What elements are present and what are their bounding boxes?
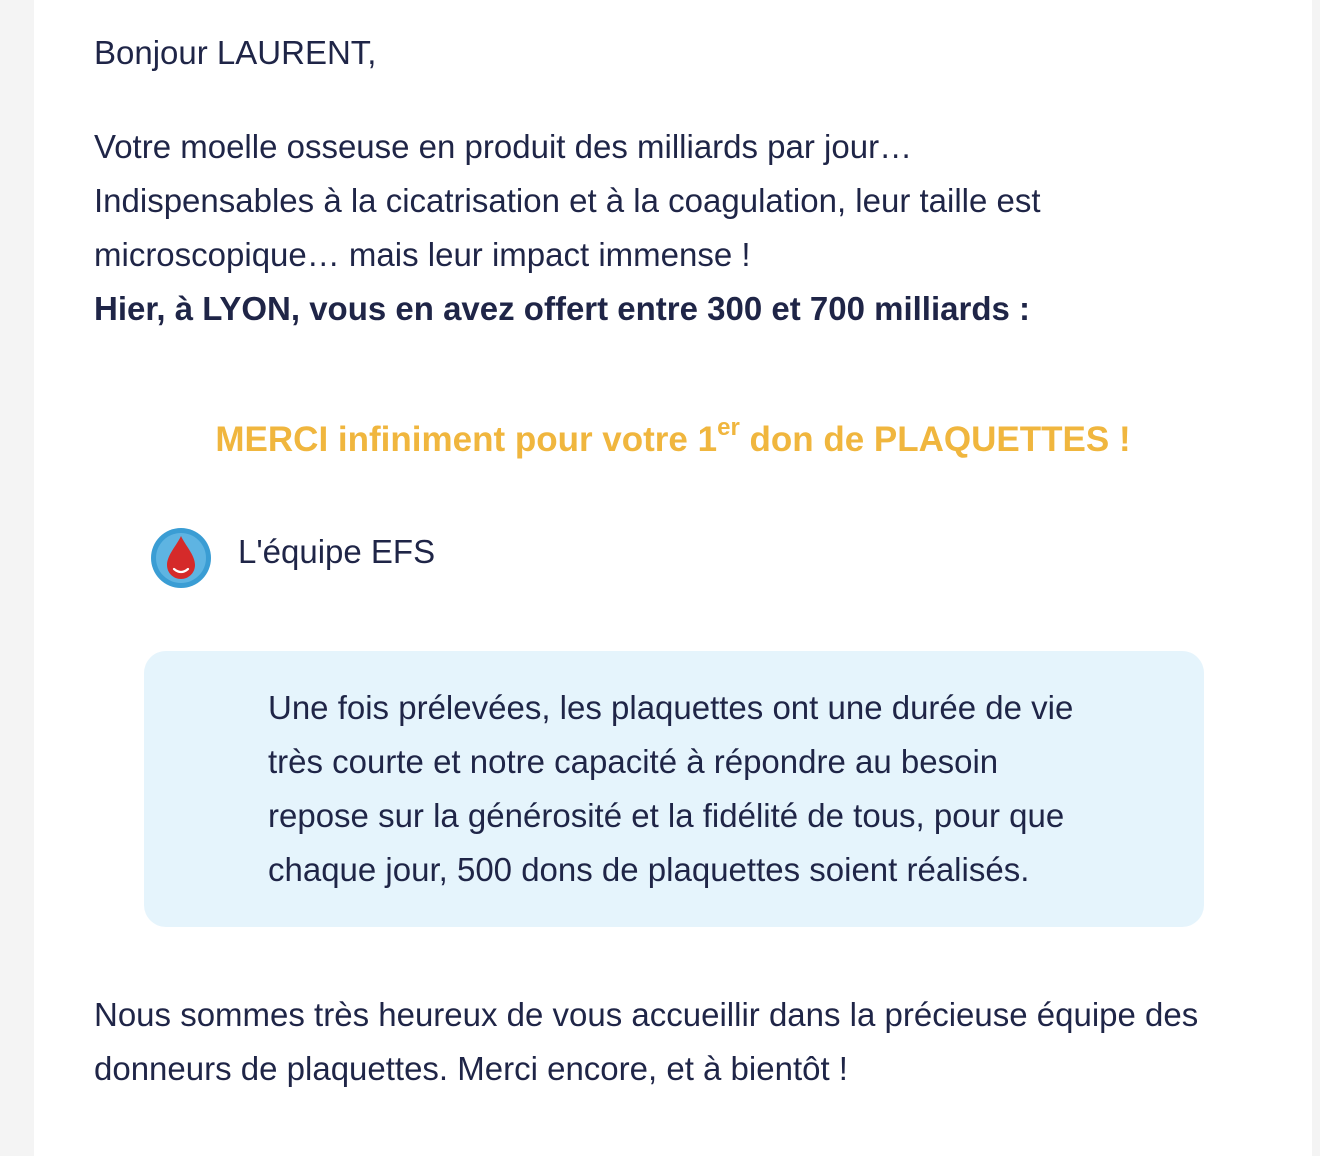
intro-line: microscopique… mais leur impact immense ! xyxy=(94,236,751,273)
closing-line: Nous sommes très heureux de vous accueillir dans la précieuse équipe des xyxy=(94,996,1199,1033)
info-line: repose sur la générosité et la fidélité de tous, pour que xyxy=(268,797,1065,834)
ordinal-suffix: er xyxy=(717,414,740,441)
info-line: Une fois prélevées, les plaquettes ont une durée de vie xyxy=(268,689,1074,726)
closing-line: donneurs de plaquettes. Merci encore, et à bientôt ! xyxy=(94,1050,848,1087)
thank-you-text: MERCI infiniment pour votre 1 xyxy=(215,420,718,459)
info-box xyxy=(144,651,1204,927)
thank-you-heading xyxy=(34,413,1312,467)
intro-paragraph xyxy=(94,120,1041,282)
info-line: chaque jour, 500 dons de plaquettes soient réalisés. xyxy=(268,851,1030,888)
thank-you-text-end: don de PLAQUETTES ! xyxy=(739,420,1131,459)
signature xyxy=(150,526,435,590)
closing-paragraph xyxy=(94,988,1198,1096)
greeting: Bonjour LAURENT, xyxy=(94,34,377,71)
intro-line: Indispensables à la cicatrisation et à la coagulation, leur taille est xyxy=(94,182,1041,219)
intro-line: Votre moelle osseuse en produit des milliards par jour… xyxy=(94,128,913,165)
info-text xyxy=(268,681,1073,897)
team-name: L'équipe EFS xyxy=(238,533,436,570)
donation-highlight: Hier, à LYON, vous en avez offert entre 300 et 700 milliards : xyxy=(94,290,1031,327)
info-line: très courte et notre capacité à répondre au besoin xyxy=(268,743,999,780)
email-body xyxy=(34,0,1312,1156)
blood-drop-icon xyxy=(150,527,212,589)
